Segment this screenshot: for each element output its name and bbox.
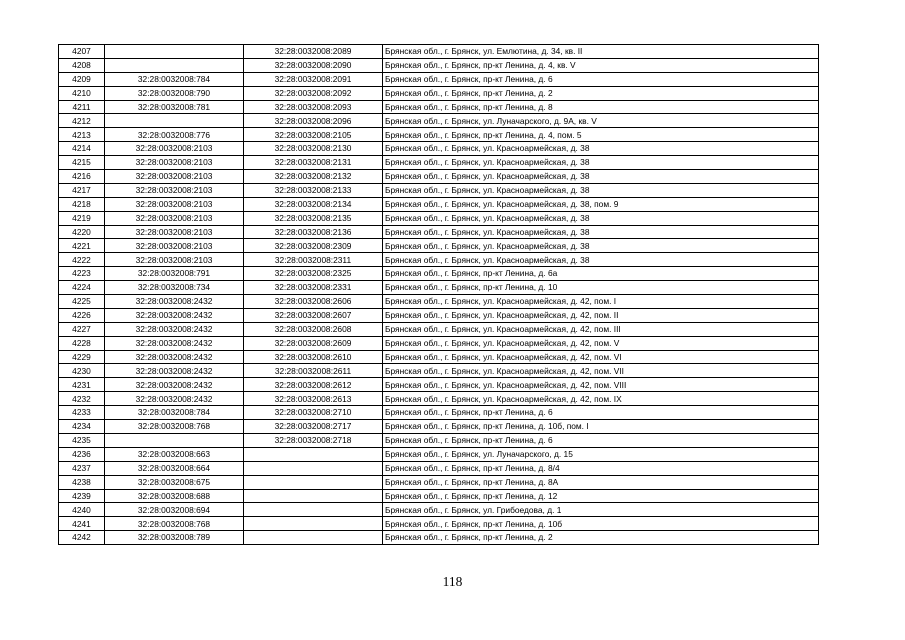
cadastral-number-cell bbox=[244, 475, 383, 489]
table-row bbox=[59, 531, 819, 545]
row-number-cell: 4217 bbox=[59, 183, 105, 197]
table-row bbox=[59, 336, 819, 350]
table-row bbox=[59, 433, 819, 447]
table-row bbox=[59, 45, 819, 59]
table-row bbox=[59, 183, 819, 197]
cadastral-number-cell: 32:28:0032008:2331 bbox=[244, 281, 383, 295]
address-cell: Брянская обл., г. Брянск, пр-кт Ленина, д. 4, кв. V bbox=[383, 58, 819, 72]
parent-cadastral-number-cell: 32:28:0032008:2432 bbox=[105, 392, 244, 406]
row-number-cell: 4221 bbox=[59, 239, 105, 253]
parent-cadastral-number-cell: 32:28:0032008:789 bbox=[105, 531, 244, 545]
cadastral-number-cell: 32:28:0032008:2717 bbox=[244, 420, 383, 434]
table-row bbox=[59, 475, 819, 489]
address-cell: Брянская обл., г. Брянск, пр-кт Ленина, д. 12 bbox=[383, 489, 819, 503]
table-row bbox=[59, 142, 819, 156]
parent-cadastral-number-cell: 32:28:0032008:2432 bbox=[105, 364, 244, 378]
cadastral-number-cell: 32:28:0032008:2607 bbox=[244, 308, 383, 322]
row-number-cell: 4208 bbox=[59, 58, 105, 72]
row-number-cell: 4219 bbox=[59, 211, 105, 225]
table-row bbox=[59, 170, 819, 184]
table-row bbox=[59, 86, 819, 100]
cadastral-number-cell: 32:28:0032008:2130 bbox=[244, 142, 383, 156]
row-number-cell: 4227 bbox=[59, 322, 105, 336]
row-number-cell: 4230 bbox=[59, 364, 105, 378]
row-number-cell: 4240 bbox=[59, 503, 105, 517]
address-cell: Брянская обл., г. Брянск, ул. Красноармейская, д. 38 bbox=[383, 142, 819, 156]
parent-cadastral-number-cell: 32:28:0032008:784 bbox=[105, 72, 244, 86]
parent-cadastral-number-cell: 32:28:0032008:768 bbox=[105, 420, 244, 434]
table-row bbox=[59, 211, 819, 225]
table-row bbox=[59, 517, 819, 531]
table-row bbox=[59, 197, 819, 211]
table-row bbox=[59, 281, 819, 295]
parent-cadastral-number-cell: 32:28:0032008:791 bbox=[105, 267, 244, 281]
cadastral-number-cell bbox=[244, 503, 383, 517]
parent-cadastral-number-cell: 32:28:0032008:2103 bbox=[105, 211, 244, 225]
cadastral-number-cell: 32:28:0032008:2311 bbox=[244, 253, 383, 267]
address-cell: Брянская обл., г. Брянск, ул. Красноармейская, д. 38 bbox=[383, 253, 819, 267]
address-cell: Брянская обл., г. Брянск, ул. Грибоедова, д. 1 bbox=[383, 503, 819, 517]
table-row bbox=[59, 461, 819, 475]
cadastral-number-cell bbox=[244, 489, 383, 503]
cadastral-number-cell: 32:28:0032008:2096 bbox=[244, 114, 383, 128]
address-cell: Брянская обл., г. Брянск, пр-кт Ленина, д. 10б, пом. I bbox=[383, 420, 819, 434]
address-cell: Брянская обл., г. Брянск, ул. Красноармейская, д. 42, пом. VII bbox=[383, 364, 819, 378]
address-cell: Брянская обл., г. Брянск, ул. Луначарского, д. 15 bbox=[383, 447, 819, 461]
cadastral-number-cell bbox=[244, 517, 383, 531]
table-row bbox=[59, 225, 819, 239]
table-row bbox=[59, 114, 819, 128]
parent-cadastral-number-cell: 32:28:0032008:694 bbox=[105, 503, 244, 517]
cadastral-number-cell: 32:28:0032008:2132 bbox=[244, 170, 383, 184]
parent-cadastral-number-cell: 32:28:0032008:2103 bbox=[105, 197, 244, 211]
address-cell: Брянская обл., г. Брянск, ул. Красноармейская, д. 42, пом. V bbox=[383, 336, 819, 350]
table-row bbox=[59, 322, 819, 336]
address-cell: Брянская обл., г. Брянск, ул. Красноармейская, д. 38 bbox=[383, 156, 819, 170]
row-number-cell: 4210 bbox=[59, 86, 105, 100]
page-number: 118 bbox=[442, 574, 463, 589]
table-row bbox=[59, 295, 819, 309]
address-cell: Брянская обл., г. Брянск, ул. Красноармейская, д. 38 bbox=[383, 225, 819, 239]
address-cell: Брянская обл., г. Брянск, ул. Красноармейская, д. 38 bbox=[383, 170, 819, 184]
parent-cadastral-number-cell: 32:28:0032008:776 bbox=[105, 128, 244, 142]
cadastral-number-cell: 32:28:0032008:2309 bbox=[244, 239, 383, 253]
row-number-cell: 4238 bbox=[59, 475, 105, 489]
parent-cadastral-number-cell bbox=[105, 58, 244, 72]
table-row bbox=[59, 392, 819, 406]
address-cell: Брянская обл., г. Брянск, пр-кт Ленина, д. 6а bbox=[383, 267, 819, 281]
row-number-cell: 4237 bbox=[59, 461, 105, 475]
parent-cadastral-number-cell: 32:28:0032008:790 bbox=[105, 86, 244, 100]
parent-cadastral-number-cell: 32:28:0032008:663 bbox=[105, 447, 244, 461]
table-row bbox=[59, 267, 819, 281]
cadastral-number-cell bbox=[244, 447, 383, 461]
row-number-cell: 4232 bbox=[59, 392, 105, 406]
parent-cadastral-number-cell bbox=[105, 45, 244, 59]
row-number-cell: 4207 bbox=[59, 45, 105, 59]
cadastral-number-cell: 32:28:0032008:2133 bbox=[244, 183, 383, 197]
cadastral-number-cell: 32:28:0032008:2325 bbox=[244, 267, 383, 281]
parent-cadastral-number-cell: 32:28:0032008:2432 bbox=[105, 308, 244, 322]
table-row bbox=[59, 128, 819, 142]
table-row bbox=[59, 447, 819, 461]
row-number-cell: 4218 bbox=[59, 197, 105, 211]
row-number-cell: 4236 bbox=[59, 447, 105, 461]
address-cell: Брянская обл., г. Брянск, пр-кт Ленина, д. 6 bbox=[383, 433, 819, 447]
table-row bbox=[59, 58, 819, 72]
row-number-cell: 4229 bbox=[59, 350, 105, 364]
row-number-cell: 4224 bbox=[59, 281, 105, 295]
parent-cadastral-number-cell: 32:28:0032008:2103 bbox=[105, 170, 244, 184]
parent-cadastral-number-cell: 32:28:0032008:675 bbox=[105, 475, 244, 489]
cadastral-number-cell: 32:28:0032008:2093 bbox=[244, 100, 383, 114]
row-number-cell: 4235 bbox=[59, 433, 105, 447]
row-number-cell: 4215 bbox=[59, 156, 105, 170]
row-number-cell: 4209 bbox=[59, 72, 105, 86]
cadastral-number-cell: 32:28:0032008:2612 bbox=[244, 378, 383, 392]
cadastral-number-cell: 32:28:0032008:2091 bbox=[244, 72, 383, 86]
cadastral-number-cell: 32:28:0032008:2718 bbox=[244, 433, 383, 447]
parent-cadastral-number-cell: 32:28:0032008:2432 bbox=[105, 378, 244, 392]
row-number-cell: 4214 bbox=[59, 142, 105, 156]
table-row bbox=[59, 156, 819, 170]
address-cell: Брянская обл., г. Брянск, ул. Емлютина, д. 34, кв. II bbox=[383, 45, 819, 59]
cadastral-number-cell bbox=[244, 531, 383, 545]
table-row bbox=[59, 100, 819, 114]
row-number-cell: 4220 bbox=[59, 225, 105, 239]
row-number-cell: 4241 bbox=[59, 517, 105, 531]
parent-cadastral-number-cell: 32:28:0032008:781 bbox=[105, 100, 244, 114]
cadastral-number-cell: 32:28:0032008:2606 bbox=[244, 295, 383, 309]
table-row bbox=[59, 489, 819, 503]
row-number-cell: 4226 bbox=[59, 308, 105, 322]
row-number-cell: 4211 bbox=[59, 100, 105, 114]
row-number-cell: 4225 bbox=[59, 295, 105, 309]
cadastral-number-cell: 32:28:0032008:2136 bbox=[244, 225, 383, 239]
parent-cadastral-number-cell: 32:28:0032008:688 bbox=[105, 489, 244, 503]
cadastral-number-cell: 32:28:0032008:2613 bbox=[244, 392, 383, 406]
table-row bbox=[59, 503, 819, 517]
address-cell: Брянская обл., г. Брянск, пр-кт Ленина, д. 6 bbox=[383, 406, 819, 420]
parent-cadastral-number-cell: 32:28:0032008:2432 bbox=[105, 336, 244, 350]
address-cell: Брянская обл., г. Брянск, ул. Красноармейская, д. 38, пом. 9 bbox=[383, 197, 819, 211]
address-cell: Брянская обл., г. Брянск, пр-кт Ленина, д. 8 bbox=[383, 100, 819, 114]
parent-cadastral-number-cell: 32:28:0032008:2103 bbox=[105, 183, 244, 197]
parent-cadastral-number-cell: 32:28:0032008:2432 bbox=[105, 295, 244, 309]
parent-cadastral-number-cell bbox=[105, 114, 244, 128]
address-cell: Брянская обл., г. Брянск, ул. Красноармейская, д. 42, пом. IX bbox=[383, 392, 819, 406]
table-row bbox=[59, 378, 819, 392]
table-row bbox=[59, 420, 819, 434]
cadastral-number-cell: 32:28:0032008:2608 bbox=[244, 322, 383, 336]
cadastral-number-cell: 32:28:0032008:2710 bbox=[244, 406, 383, 420]
address-cell: Брянская обл., г. Брянск, пр-кт Ленина, д. 2 bbox=[383, 531, 819, 545]
parent-cadastral-number-cell: 32:28:0032008:2432 bbox=[105, 350, 244, 364]
row-number-cell: 4213 bbox=[59, 128, 105, 142]
address-cell: Брянская обл., г. Брянск, ул. Красноармейская, д. 38 bbox=[383, 183, 819, 197]
cadastral-number-cell: 32:28:0032008:2089 bbox=[244, 45, 383, 59]
cadastral-number-cell: 32:28:0032008:2135 bbox=[244, 211, 383, 225]
row-number-cell: 4222 bbox=[59, 253, 105, 267]
parent-cadastral-number-cell: 32:28:0032008:2103 bbox=[105, 253, 244, 267]
address-cell: Брянская обл., г. Брянск, ул. Красноармейская, д. 42, пом. VI bbox=[383, 350, 819, 364]
address-cell: Брянская обл., г. Брянск, ул. Красноармейская, д. 38 bbox=[383, 211, 819, 225]
address-cell: Брянская обл., г. Брянск, ул. Красноармейская, д. 42, пом. I bbox=[383, 295, 819, 309]
address-cell: Брянская обл., г. Брянск, ул. Красноармейская, д. 38 bbox=[383, 239, 819, 253]
row-number-cell: 4231 bbox=[59, 378, 105, 392]
address-cell: Брянская обл., г. Брянск, пр-кт Ленина, д. 8А bbox=[383, 475, 819, 489]
address-cell: Брянская обл., г. Брянск, пр-кт Ленина, д. 4, пом. 5 bbox=[383, 128, 819, 142]
cadastral-number-cell: 32:28:0032008:2105 bbox=[244, 128, 383, 142]
parent-cadastral-number-cell bbox=[105, 433, 244, 447]
address-cell: Брянская обл., г. Брянск, ул. Красноармейская, д. 42, пом. VIII bbox=[383, 378, 819, 392]
row-number-cell: 4242 bbox=[59, 531, 105, 545]
parent-cadastral-number-cell: 32:28:0032008:734 bbox=[105, 281, 244, 295]
register-table-body bbox=[59, 45, 819, 545]
table-row bbox=[59, 253, 819, 267]
cadastral-number-cell: 32:28:0032008:2131 bbox=[244, 156, 383, 170]
table-row bbox=[59, 308, 819, 322]
row-number-cell: 4216 bbox=[59, 170, 105, 184]
address-cell: Брянская обл., г. Брянск, ул. Красноармейская, д. 42, пом. III bbox=[383, 322, 819, 336]
parent-cadastral-number-cell: 32:28:0032008:2432 bbox=[105, 322, 244, 336]
table-row bbox=[59, 72, 819, 86]
cadastral-number-cell: 32:28:0032008:2090 bbox=[244, 58, 383, 72]
parent-cadastral-number-cell: 32:28:0032008:2103 bbox=[105, 225, 244, 239]
row-number-cell: 4223 bbox=[59, 267, 105, 281]
parent-cadastral-number-cell: 32:28:0032008:768 bbox=[105, 517, 244, 531]
row-number-cell: 4239 bbox=[59, 489, 105, 503]
row-number-cell: 4233 bbox=[59, 406, 105, 420]
parent-cadastral-number-cell: 32:28:0032008:2103 bbox=[105, 156, 244, 170]
table-row bbox=[59, 406, 819, 420]
parent-cadastral-number-cell: 32:28:0032008:2103 bbox=[105, 142, 244, 156]
address-cell: Брянская обл., г. Брянск, пр-кт Ленина, д. 10 bbox=[383, 281, 819, 295]
row-number-cell: 4212 bbox=[59, 114, 105, 128]
register-table bbox=[58, 44, 819, 545]
table-row bbox=[59, 364, 819, 378]
cadastral-number-cell bbox=[244, 461, 383, 475]
parent-cadastral-number-cell: 32:28:0032008:664 bbox=[105, 461, 244, 475]
row-number-cell: 4234 bbox=[59, 420, 105, 434]
address-cell: Брянская обл., г. Брянск, ул. Луначарского, д. 9А, кв. V bbox=[383, 114, 819, 128]
cadastral-number-cell: 32:28:0032008:2611 bbox=[244, 364, 383, 378]
cadastral-number-cell: 32:28:0032008:2092 bbox=[244, 86, 383, 100]
parent-cadastral-number-cell: 32:28:0032008:784 bbox=[105, 406, 244, 420]
address-cell: Брянская обл., г. Брянск, пр-кт Ленина, д. 6 bbox=[383, 72, 819, 86]
table-row bbox=[59, 350, 819, 364]
cadastral-number-cell: 32:28:0032008:2610 bbox=[244, 350, 383, 364]
address-cell: Брянская обл., г. Брянск, пр-кт Ленина, д. 10б bbox=[383, 517, 819, 531]
address-cell: Брянская обл., г. Брянск, пр-кт Ленина, д. 2 bbox=[383, 86, 819, 100]
address-cell: Брянская обл., г. Брянск, пр-кт Ленина, д. 8/4 bbox=[383, 461, 819, 475]
cadastral-number-cell: 32:28:0032008:2609 bbox=[244, 336, 383, 350]
table-row bbox=[59, 239, 819, 253]
parent-cadastral-number-cell: 32:28:0032008:2103 bbox=[105, 239, 244, 253]
address-cell: Брянская обл., г. Брянск, ул. Красноармейская, д. 42, пом. II bbox=[383, 308, 819, 322]
cadastral-number-cell: 32:28:0032008:2134 bbox=[244, 197, 383, 211]
row-number-cell: 4228 bbox=[59, 336, 105, 350]
